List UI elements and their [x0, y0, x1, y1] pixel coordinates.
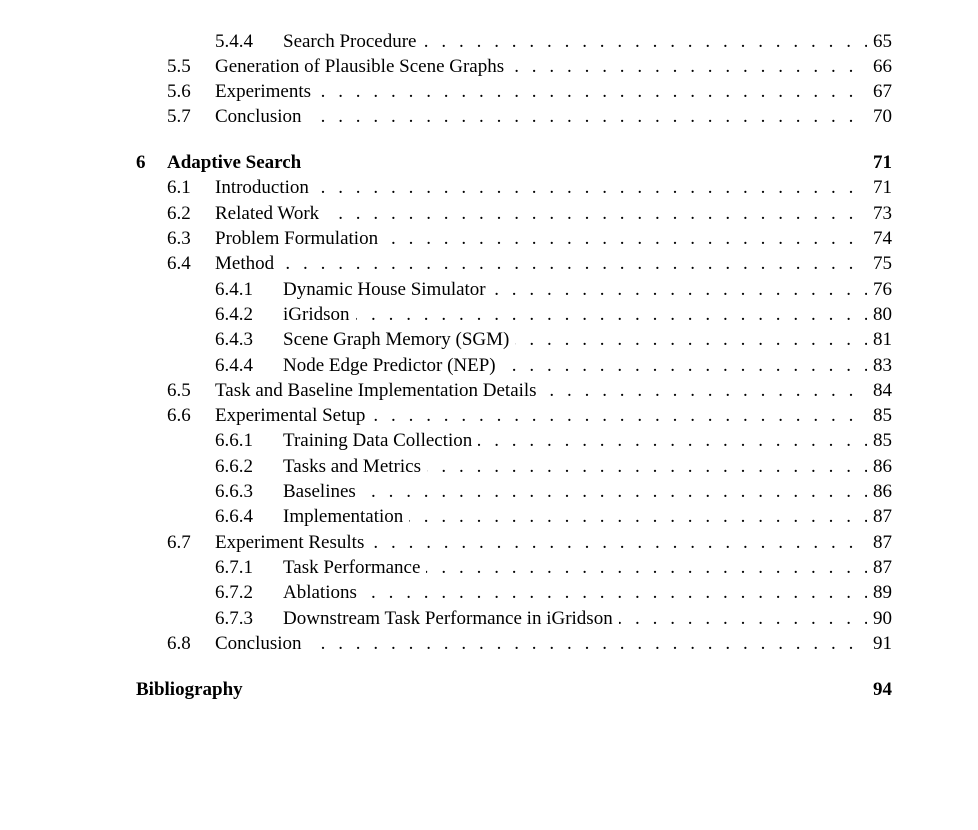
dot-leader	[215, 79, 898, 104]
toc-entry-page: 74	[867, 226, 892, 251]
toc-entry-number: 6.6.2	[215, 456, 253, 477]
toc-entry-page: 75	[867, 251, 892, 276]
toc-entry-page: 76	[867, 277, 892, 302]
toc-entry-title: Related Work	[215, 201, 325, 226]
toc-entry-title: Implementation	[283, 504, 409, 529]
toc-entry-number: 6.7	[167, 532, 191, 553]
toc-entry-page: 90	[867, 606, 892, 631]
toc-entry-page: 84	[867, 378, 892, 403]
toc-entry-page: 83	[867, 353, 892, 378]
toc-entry-number: 6.1	[167, 177, 191, 198]
toc-entry-page: 71	[867, 175, 892, 200]
toc-entry[interactable]	[0, 555, 978, 580]
toc-entry-title: Node Edge Predictor (NEP)	[283, 353, 502, 378]
toc-chapter-title: Adaptive Search	[167, 150, 307, 175]
toc-entry-number: 6.7.3	[215, 608, 253, 629]
toc-entry-number: 6.4.4	[215, 355, 253, 376]
toc-entry-page: 81	[867, 327, 892, 352]
toc-entry[interactable]	[0, 201, 978, 226]
dot-leader	[283, 302, 898, 327]
toc-entry-page: 87	[867, 555, 892, 580]
toc-entry-title: Conclusion	[215, 104, 308, 129]
toc-entry[interactable]	[0, 580, 978, 605]
toc-entry-page: 87	[867, 504, 892, 529]
toc-entry[interactable]	[0, 226, 978, 251]
toc-entry-number: 5.5	[167, 56, 191, 77]
toc-entry-page: 73	[867, 201, 892, 226]
toc-entry-title: Problem Formulation	[215, 226, 384, 251]
toc-entry-number: 6.2	[167, 203, 191, 224]
toc-entry-title: Experimental Setup	[215, 403, 371, 428]
toc-entry-page: 85	[867, 403, 892, 428]
toc-entry[interactable]	[0, 504, 978, 529]
toc-entry-number: 6.3	[167, 228, 191, 249]
toc-entry-page: 66	[867, 54, 892, 79]
toc-entry-number: 6.4.3	[215, 329, 253, 350]
toc-entry-title: iGridson	[283, 302, 356, 327]
toc-entry[interactable]	[0, 251, 978, 276]
toc-entry-title: Scene Graph Memory (SGM)	[283, 327, 515, 352]
toc-entry-number: 5.7	[167, 106, 191, 127]
toc-entry-page: 67	[867, 79, 892, 104]
toc-entry-number: 6.5	[167, 380, 191, 401]
toc-entry-title: Training Data Collection	[283, 428, 478, 453]
toc-entry-number: 6.4	[167, 253, 191, 274]
toc-entry-number: 6.6.4	[215, 506, 253, 527]
dot-leader	[215, 631, 898, 656]
toc-entry-page: 65	[867, 29, 892, 54]
toc-entry-title: Experiments	[215, 79, 317, 104]
toc-entry-title: Task Performance	[283, 555, 426, 580]
toc-entry[interactable]	[0, 29, 978, 54]
toc-entry-title: Experiment Results	[215, 530, 370, 555]
toc-entry-number: 6.8	[167, 633, 191, 654]
toc-entry[interactable]	[0, 353, 978, 378]
toc-entry-title: Ablations	[283, 580, 363, 605]
toc-entry-title: Task and Baseline Implementation Details	[215, 378, 543, 403]
toc-entry[interactable]	[0, 530, 978, 555]
toc-entry-title: Downstream Task Performance in iGridson	[283, 606, 619, 631]
toc-entry-page: 86	[867, 454, 892, 479]
toc-chapter-entry[interactable]	[0, 150, 978, 175]
toc-entry-title: Dynamic House Simulator	[283, 277, 492, 302]
bibliography-page: 94	[867, 677, 892, 702]
toc-entry-number: 6.4.1	[215, 279, 253, 300]
toc-entry[interactable]	[0, 327, 978, 352]
toc-entry-number: 6.6.3	[215, 481, 253, 502]
toc-entry-title: Baselines	[283, 479, 362, 504]
toc-chapter-page: 71	[867, 150, 892, 175]
toc-entry-number: 5.6	[167, 81, 191, 102]
toc-entry[interactable]	[0, 454, 978, 479]
toc-entry-number: 6.7.1	[215, 557, 253, 578]
dot-leader	[215, 175, 898, 200]
toc-bibliography-entry[interactable]	[0, 677, 978, 702]
toc-entry[interactable]	[0, 54, 978, 79]
toc-entry-page: 85	[867, 428, 892, 453]
toc-entry[interactable]	[0, 378, 978, 403]
toc-chapter-number: 6	[136, 152, 146, 173]
toc-entry-page: 80	[867, 302, 892, 327]
toc-entry[interactable]	[0, 302, 978, 327]
toc-entry[interactable]	[0, 104, 978, 129]
toc-entry-title: Generation of Plausible Scene Graphs	[215, 54, 510, 79]
toc-entry[interactable]	[0, 606, 978, 631]
toc-entry-page: 70	[867, 104, 892, 129]
dot-leader	[215, 251, 898, 276]
toc-entry-number: 5.4.4	[215, 31, 253, 52]
toc-entry-title: Introduction	[215, 175, 315, 200]
toc-entry-title: Conclusion	[215, 631, 308, 656]
toc-entry[interactable]	[0, 479, 978, 504]
bibliography-title: Bibliography	[136, 677, 249, 702]
toc-entry[interactable]	[0, 403, 978, 428]
toc-entry-title: Tasks and Metrics	[283, 454, 427, 479]
toc-entry[interactable]	[0, 277, 978, 302]
toc-entry-title: Method	[215, 251, 280, 276]
toc-entry-number: 6.6.1	[215, 430, 253, 451]
toc-entry[interactable]	[0, 175, 978, 200]
toc-entry-page: 91	[867, 631, 892, 656]
toc-entry-number: 6.7.2	[215, 582, 253, 603]
toc-entry-page: 87	[867, 530, 892, 555]
toc-entry-number: 6.6	[167, 405, 191, 426]
toc-entry-number: 6.4.2	[215, 304, 253, 325]
toc-entry-title: Search Procedure	[283, 29, 422, 54]
dot-leader	[215, 104, 898, 129]
dot-leader	[283, 580, 898, 605]
toc-entry-page: 86	[867, 479, 892, 504]
toc-entry-page: 89	[867, 580, 892, 605]
toc-entry[interactable]	[0, 79, 978, 104]
toc-entry[interactable]	[0, 631, 978, 656]
toc-entry[interactable]	[0, 428, 978, 453]
dot-leader	[283, 479, 898, 504]
